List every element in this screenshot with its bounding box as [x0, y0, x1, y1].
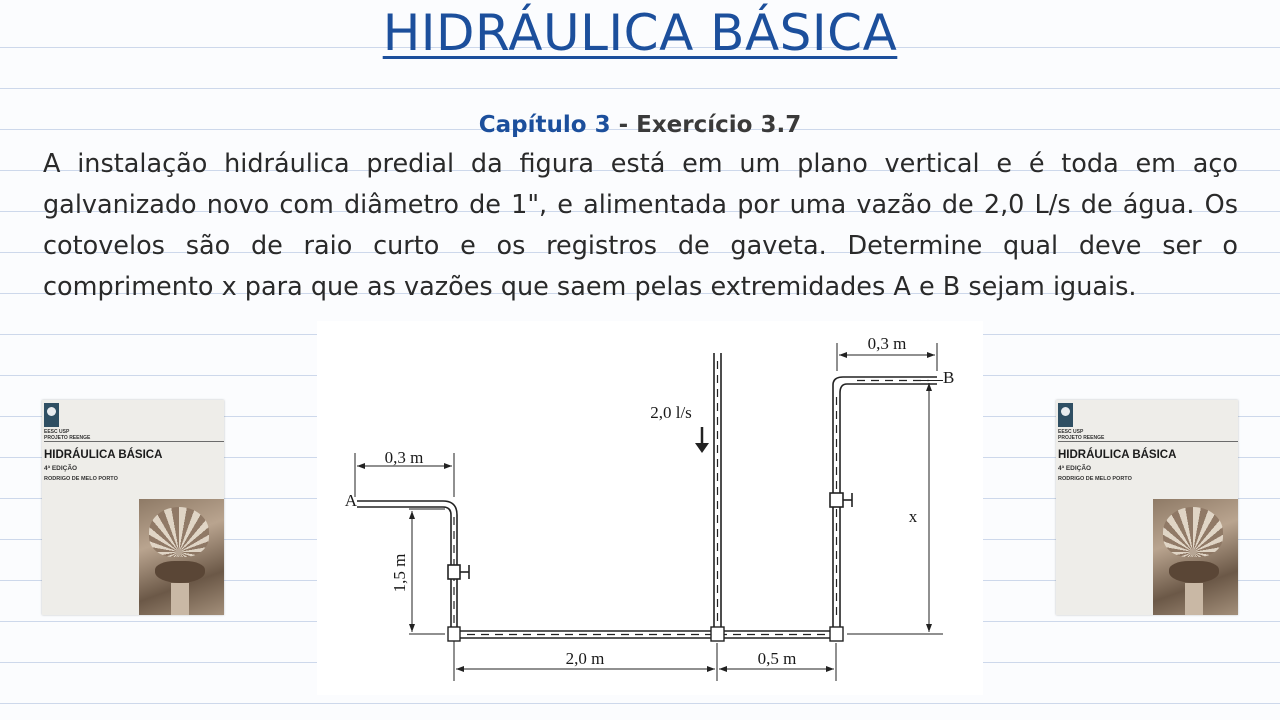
dim-bottom-left-label: 2,0 m [565, 649, 605, 668]
book-author: RODRIGO DE MELO PORTO [1058, 476, 1132, 482]
flow-arrow [695, 427, 709, 453]
book-edition: 4ª EDIÇÃO [44, 465, 78, 472]
book-title: HIDRÁULICA BÁSICA [44, 449, 163, 461]
dim-a-vertical-label: 1,5 m [390, 553, 409, 593]
gate-valve-b [830, 493, 852, 507]
cover-divider [44, 441, 224, 442]
point-b-label: B [943, 368, 955, 387]
dim-bottom-right-label: 0,5 m [757, 649, 797, 668]
dim-x-label: x [908, 507, 918, 526]
book-cover-right [1056, 400, 1238, 615]
exercise-heading [0, 112, 1280, 138]
book-title: HIDRÁULICA BÁSICA [1058, 449, 1177, 461]
flow-label: 2,0 l/s [650, 403, 692, 422]
dim-a-horizontal-label: 0,3 m [384, 448, 424, 467]
book-author: RODRIGO DE MELO PORTO [44, 476, 118, 482]
book-edition: 4ª EDIÇÃO [1058, 465, 1092, 472]
pipe-network [357, 353, 937, 638]
dimension-arrows [357, 352, 935, 672]
page-title: HIDRÁULICA BÁSICA [382, 4, 898, 62]
cover-divider [1058, 441, 1238, 442]
problem-statement: A instalação hidráulica predial da figura está em um plano vertical e é toda em aço galvanizado novo com diâmetro de 1", e alimentada por uma vazão de 2,0 L/s de água. Os cotovelos são de raio curto e os registros de gaveta. Determine qual deve ser o comprimento x para que as vazões que saem pelas extremidades A e B sejam iguais. [43, 149, 1238, 302]
exercise-label: - Exercício 3.7 [610, 112, 802, 138]
university-logo-icon [44, 403, 59, 427]
chapter-label: Capítulo 3 [478, 112, 611, 138]
book-institution: EESC USP PROJETO REENGE [44, 429, 91, 441]
fountain-photo [139, 499, 224, 615]
university-logo-icon [1058, 403, 1073, 427]
fountain-photo [1153, 499, 1238, 615]
pipe-installation-figure [317, 321, 983, 695]
book-cover-left [42, 400, 224, 615]
gate-valve-a [448, 565, 469, 579]
book-institution: EESC USP PROJETO REENGE [1058, 429, 1105, 441]
point-a-label: A [344, 491, 357, 510]
fittings [448, 627, 843, 641]
dim-b-horizontal-label: 0,3 m [867, 334, 907, 353]
